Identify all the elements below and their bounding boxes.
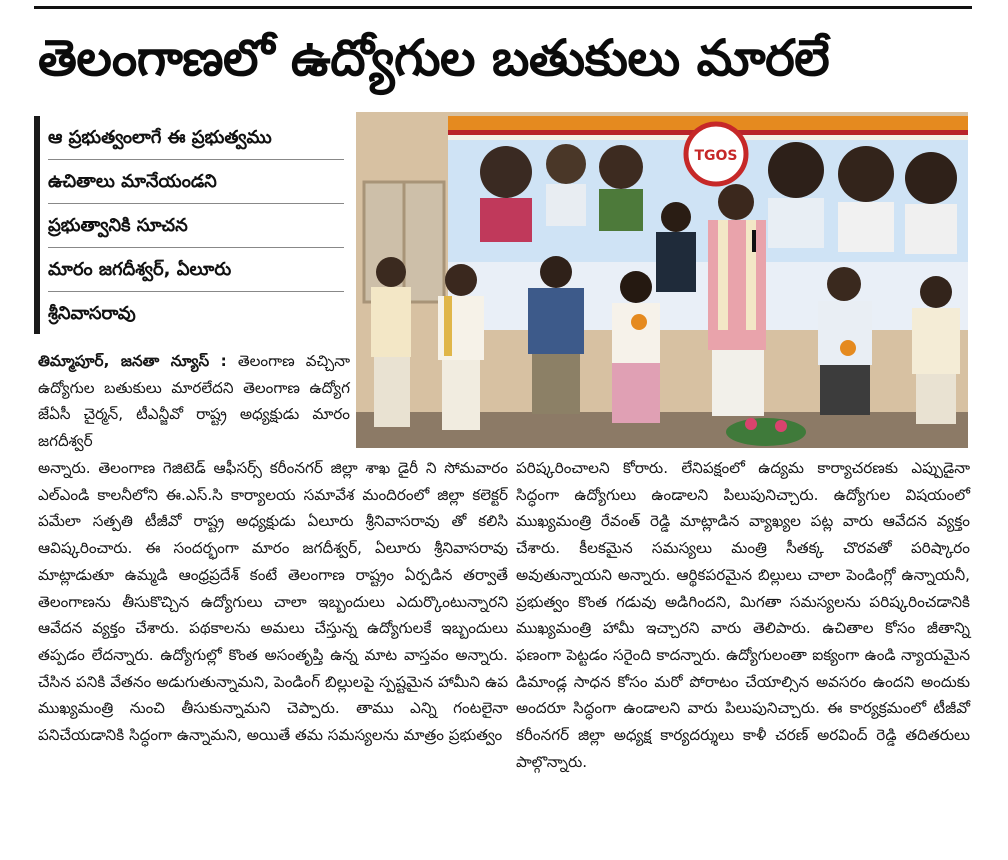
subheading-line: ప్రభుత్వానికి సూచన [48, 204, 344, 248]
event-photo [356, 112, 968, 448]
subheading-box [34, 116, 344, 334]
article-text: పరిష్కరించాలని కోరారు. లేనిపక్షంలో ఉద్యమ కార్యాచరణకు ఎప్పుడైనా సిద్ధంగా ఉద్యోగులు ఉండాలని పిలుపునిచ్చారు. ఉద్యోగుల విషయంలో ముఖ్యమంత్రి రేవంత్ రెడ్డి మాట్లాడిన వ్యాఖ్యల పట్ల వారు ఆవేదన వ్యక్తం చేశారు. కీలకమైన సమస్యలు మంత్రి సీతక్క చొరవతో పరిష్కారం అవుతున్నాయని అన్నారు. ఆర్థికపరమైన బిల్లులు చాలా పెండింగ్లో ఉన్నాయనీ, ప్రభుత్వం కొంత గడువు అడిగిందని, మిగతా సమస్యలను పరిష్కరించడానికి ముఖ్యమంత్రి హామీ ఇచ్చారని వారు తెలిపారు. ఉచితాల కోసం జీతాన్ని ఫణంగా పెట్టడం సరైంది కాదన్నారు. ఉద్యోగులంతా ఐక్యంగా ఉండి న్యాయమైన డిమాండ్ల సాధన కోసం మరో పోరాటం చేయాల్సిన అవసరం ఉందని అందుకు అందరూ సిద్ధంగా ఉండాలని వారు పిలుపునిచ్చారు. ఈ కార్యక్రమంలో టీజీవో కరీంనగర్ జిల్లా అధ్యక్ష కార్యదర్శులు కాళీ చరణ్ అరవింద్ రెడ్డి తదితరులు పాల్గొన్నారు. [516, 459, 970, 771]
top-rule [34, 6, 972, 9]
article-column-left [38, 455, 508, 749]
event-photo-illustration [356, 112, 968, 448]
byline: తిమ్మాపూర్, జనతా న్యూస్ : [38, 352, 227, 370]
subheading-line: ఉచితాలు మానేయండని [48, 160, 344, 204]
banner-logo-text: TGOS [694, 148, 738, 164]
subheading-line: శ్రీనివాసరావు [48, 303, 136, 324]
article-text: తెలంగాణ వచ్చినా ఉద్యోగుల బతుకులు మారలేదని తెలంగాణ ఉద్యోగ జేఏసీ చైర్మన్, టీఎన్జీవో రాష్ట్ర అధ్యక్షుడు మారం జగదీశ్వర్ [38, 352, 351, 451]
article-column-intro [38, 348, 350, 455]
subheading-line: ఆ ప్రభుత్వంలాగే ఈ ప్రభుత్వము [48, 116, 344, 160]
article-column-right [516, 455, 970, 775]
subheading-line: మారం జగదీశ్వర్, ఏలూరు [48, 248, 344, 292]
article-text: అన్నారు. తెలంగాణ గెజిటెడ్ ఆఫీసర్స్ కరీంనగర్ జిల్లా శాఖ డైరీ ని సోమవారం ఎల్ఎండి కాలనీలోని ఈ.ఎస్.సి కార్యాలయ సమావేశ మందిరంలో జిల్లా కలెక్టర్ పమేలా సత్పతి టీజీవో రాష్ట్ర అధ్యక్షుడు ఏలూరు శ్రీనివాసరావు తో కలిసి ఆవిష్కరించారు. ఈ సందర్భంగా మారం జగదీశ్వర్, ఏలూరు శ్రీనివాసరావు మాట్లాడుతూ ఉమ్మడి ఆంధ్రప్రదేశ్ కంటే తెలంగాణ రాష్ట్రం ఏర్పడిన తర్వాతే తెలంగాణను తీసుకొచ్చిన ఉద్యోగులు చాలా ఇబ్బందులు ఎదుర్కొంటున్నారని ఆవేదన వ్యక్తం చేశారు. పథకాలను అమలు చేస్తున్న ఉద్యోగులకే ఇబ్బందులు తప్పడం లేదన్నారు. ఉద్యోగుల్లో కొంత అసంతృప్తి ఉన్న మాట వాస్తవం అన్నారు. చేసిన పనికి వేతనం అడుగుతున్నామని, పెండింగ్ బిల్లులపై స్పష్టమైన హామీని ఉప ముఖ్యమంత్రి నుంచి తీసుకున్నామని చెప్పారు. తాము ఎన్ని గంటలైనా పనిచేయడానికి సిద్ధంగా ఉన్నామని, అయితే తమ సమస్యలను మాత్రం ప్రభుత్వం [38, 459, 508, 745]
headline: తెలంగాణలో ఉద్యోగుల బతుకులు మారలే [38, 29, 830, 87]
photo-plant [726, 418, 806, 446]
